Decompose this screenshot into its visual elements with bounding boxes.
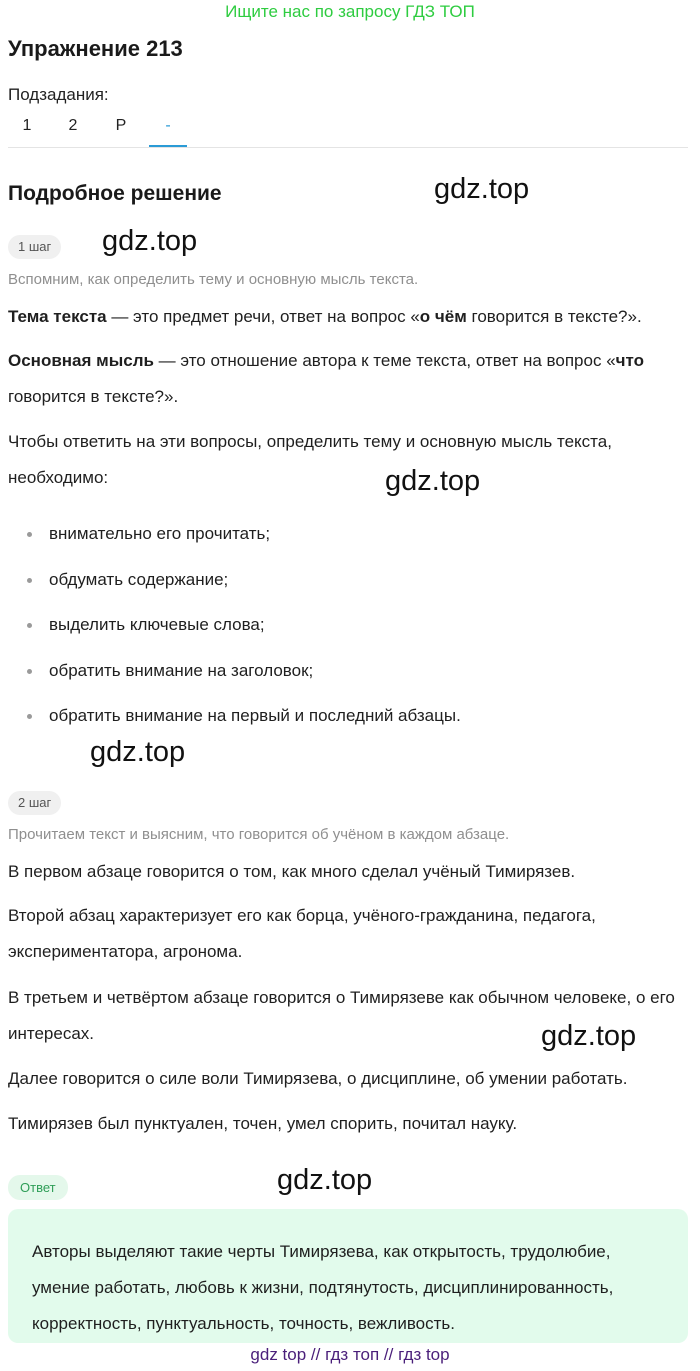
watermark: gdz.top: [541, 1020, 637, 1052]
subtask-tabs: [8, 112, 688, 148]
definition-topic: [8, 299, 688, 335]
watermark: gdz.top: [90, 736, 186, 768]
paragraph: Тимирязев был пунктуален, точен, умел спорить, почитал науку.: [8, 1114, 518, 1133]
instructions-intro: Чтобы ответить на эти вопросы, определить тему и основную мысль текста, необходимо:: [8, 432, 612, 487]
subtasks-label: Подзадания:: [8, 85, 109, 104]
term-main-idea: Основная мысль: [8, 351, 154, 370]
answer-text: Авторы выделяют такие черты Тимирязева, как открытость, трудолюбие, умение работать, любовь к жизни, подтянутость, дисциплинированность, корректность, пунктуальность, точность, вежливость.: [32, 1242, 614, 1333]
watermark: gdz.top: [385, 465, 481, 497]
tab-subtask-1[interactable]: 1: [22, 117, 32, 134]
tab-subtask-2[interactable]: 2: [68, 117, 78, 134]
step-hint-2: Прочитаем текст и выясним, что говорится об учёном в каждом абзаце.: [8, 826, 510, 843]
watermark: gdz.top: [102, 225, 198, 257]
paragraph: В первом абзаце говорится о том, как много сделал учёный Тимирязев.: [8, 862, 576, 881]
section-title: Подробное решение: [8, 182, 222, 205]
list-item: выделить ключевые слова;: [8, 603, 461, 649]
footer-links[interactable]: gdz top // гдз топ // гдз top: [250, 1345, 450, 1364]
list-item: обдумать содержание;: [8, 558, 461, 604]
definition-text: — это отношение автора к теме текста, ответ на вопрос «: [153, 351, 616, 370]
list-item: обратить внимание на первый и последний абзацы.: [8, 694, 461, 740]
page-title: Упражнение 213: [8, 36, 183, 61]
step-badge-2: 2 шаг: [8, 791, 61, 815]
definition-text: — это предмет речи, ответ на вопрос «: [106, 307, 420, 326]
watermark: gdz.top: [277, 1164, 373, 1196]
top-banner[interactable]: Ищите нас по запросу ГДЗ ТОП: [225, 2, 475, 21]
answer-badge: Ответ: [8, 1175, 68, 1200]
definition-text: говорится в тексте?».: [466, 307, 642, 326]
step-badge-1: 1 шаг: [8, 235, 61, 259]
bullet-list: [8, 512, 461, 740]
term-question: что: [615, 351, 645, 370]
definition-text: говорится в тексте?».: [8, 387, 179, 406]
paragraph: В третьем и четвёртом абзаце говорится о Тимирязеве как обычном человеке, о его интересах.: [8, 988, 675, 1043]
tab-subtask-r[interactable]: Р: [115, 117, 127, 134]
watermark: gdz.top: [434, 173, 530, 205]
paragraph: Второй абзац характеризует его как борца, учёного-гражданина, педагога, экспериментатора, агронома.: [8, 906, 596, 961]
term-question: о чём: [419, 307, 467, 326]
step-hint-1: Вспомним, как определить тему и основную мысль текста.: [8, 271, 419, 288]
tab-subtask-dash[interactable]: -: [149, 112, 187, 147]
paragraph: Далее говорится о силе воли Тимирязева, о дисциплине, об умении работать.: [8, 1069, 628, 1088]
term-topic: Тема текста: [8, 307, 107, 326]
answer-box: [8, 1209, 688, 1343]
list-item: внимательно его прочитать;: [8, 512, 461, 558]
definition-main-idea: [8, 343, 688, 415]
list-item: обратить внимание на заголовок;: [8, 649, 461, 695]
